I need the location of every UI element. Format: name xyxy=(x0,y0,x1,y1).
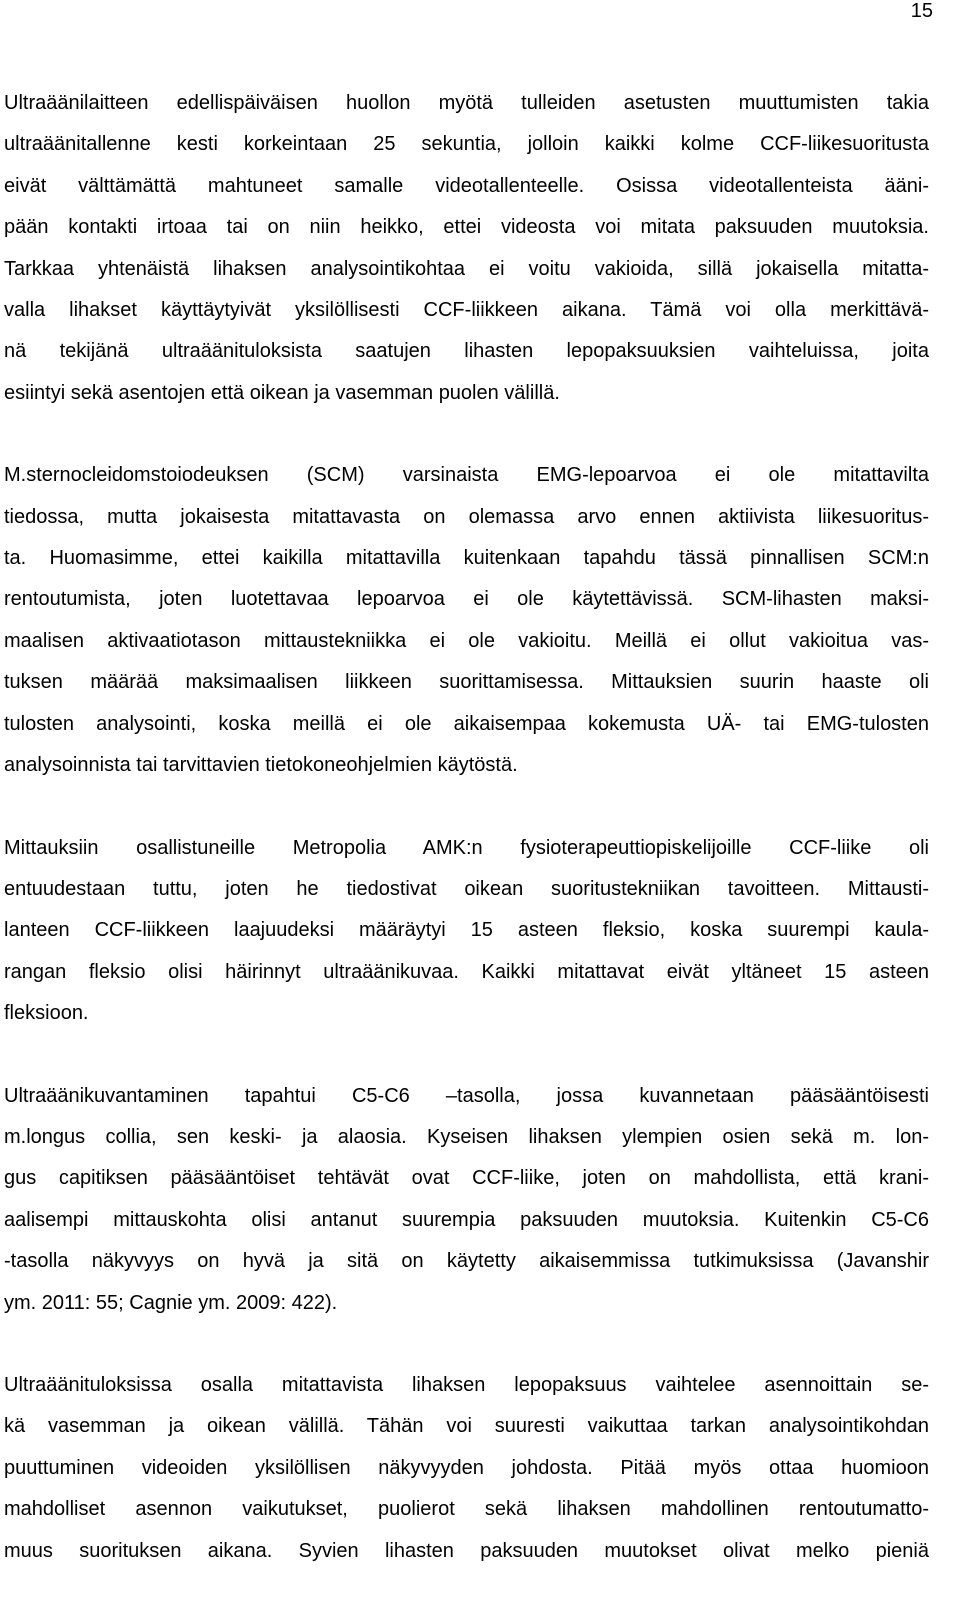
text-line: pään kontakti irtoaa tai on niin heikko, ettei videosta voi mitata paksuuden muutoksia. xyxy=(4,216,929,239)
text-line: puuttuminen videoiden yksilöllisen näkyvyyden johdosta. Pitää myös ottaa huomioon xyxy=(4,1456,929,1479)
text-line: Tarkkaa yhtenäistä lihaksen analysointikohtaa ei voitu vakioida, sillä jokaisella mitatta- xyxy=(4,257,929,280)
paragraph-3 xyxy=(4,828,929,1035)
text-line: ta. Huomasimme, ettei kaikilla mitattavilla kuitenkaan tapahdu tässä pinnallisen SCM:n xyxy=(4,547,929,570)
text-line: analysoinnista tai tarvittavien tietokoneohjelmien käytöstä. xyxy=(4,754,518,777)
text-line: valla lihakset käyttäytyivät yksilöllisesti CCF-liikkeen aikana. Tämä voi olla merkittävä- xyxy=(4,299,929,322)
text-line: ultraäänitallenne kesti korkeintaan 25 sekuntia, jolloin kaikki kolme CCF-liikesuoritusta xyxy=(4,133,929,156)
text-line: Mittauksiin osallistuneille Metropolia AMK:n fysioterapeuttiopiskelijoille CCF-liike oli xyxy=(4,836,929,859)
text-line: esiintyi sekä asentojen että oikean ja vasemman puolen välillä. xyxy=(4,381,560,404)
text-line: tulosten analysointi, koska meillä ei ole aikaisempaa kokemusta UÄ- tai EMG-tulosten xyxy=(4,712,929,735)
text-line: tuksen määrää maksimaalisen liikkeen suorittamisessa. Mittauksien suurin haaste oli xyxy=(4,671,929,694)
text-line: eivät välttämättä mahtuneet samalle videotallenteelle. Osissa videotallenteista ääni- xyxy=(4,174,929,197)
text-line: entuudestaan tuttu, joten he tiedostivat oikean suoritustekniikan tavoitteen. Mittausti- xyxy=(4,877,929,900)
text-line: tiedossa, mutta jokaisesta mitattavasta on olemassa arvo ennen aktiivista liikesuoritus- xyxy=(4,505,929,528)
text-line: maalisen aktivaatiotason mittaustekniikka ei ole vakioitu. Meillä ei ollut vakioitua vas- xyxy=(4,629,929,652)
text-line: ym. 2011: 55; Cagnie ym. 2009: 422). xyxy=(4,1291,338,1314)
text-line: mahdolliset asennon vaikutukset, puolierot sekä lihaksen mahdollinen rentoutumatto- xyxy=(4,1498,929,1521)
text-line: fleksioon. xyxy=(4,1002,89,1025)
text-line: m.longus collia, sen keski- ja alaosia. Kyseisen lihaksen ylempien osien sekä m. lon- xyxy=(4,1125,929,1148)
text-line: lanteen CCF-liikkeen laajuudeksi määräytyi 15 asteen fleksio, koska suurempi kaula- xyxy=(4,919,929,942)
text-line: Ultraäänituloksissa osalla mitattavista lihaksen lepopaksuus vaihtelee asennoittain se- xyxy=(4,1373,929,1396)
text-line: -tasolla näkyvyys on hyvä ja sitä on käytetty aikaisemmissa tutkimuksissa (Javanshir xyxy=(4,1250,929,1273)
text-line: muus suorituksen aikana. Syvien lihasten paksuuden muutokset olivat melko pieniä xyxy=(4,1539,929,1562)
paragraph-5 xyxy=(4,1365,929,1572)
text-line: kä vasemman ja oikean välillä. Tähän voi suuresti vaikuttaa tarkan analysointikohdan xyxy=(4,1415,929,1438)
paragraph-4 xyxy=(4,1076,929,1324)
text-line: nä tekijänä ultraäänituloksista saatujen lihasten lepopaksuuksien vaihteluissa, joita xyxy=(4,340,929,363)
text-line: M.sternocleidomstoiodeuksen (SCM) varsinaista EMG-lepoarvoa ei ole mitattavilta xyxy=(4,464,929,487)
paragraph-2 xyxy=(4,455,929,786)
text-line: gus capitiksen pääsääntöiset tehtävät ovat CCF-liike, joten on mahdollista, että krani- xyxy=(4,1167,929,1190)
text-line: Ultraäänilaitteen edellispäiväisen huollon myötä tulleiden asetusten muuttumisten takia xyxy=(4,92,929,114)
paragraph-1 xyxy=(4,83,929,414)
document-body xyxy=(4,83,929,1572)
text-line: rangan fleksio olisi häirinnyt ultraäänikuvaa. Kaikki mitattavat eivät yltäneet 15 asteen xyxy=(4,960,929,983)
text-line: Ultraäänikuvantaminen tapahtui C5-C6 –tasolla, jossa kuvannetaan pääsääntöisesti xyxy=(4,1084,929,1107)
text-line: aalisempi mittauskohta olisi antanut suurempia paksuuden muutoksia. Kuitenkin C5-C6 xyxy=(4,1208,929,1231)
page-number: 15 xyxy=(910,0,933,22)
text-line: rentoutumista, joten luotettavaa lepoarvoa ei ole käytettävissä. SCM-lihasten maksi- xyxy=(4,588,929,611)
